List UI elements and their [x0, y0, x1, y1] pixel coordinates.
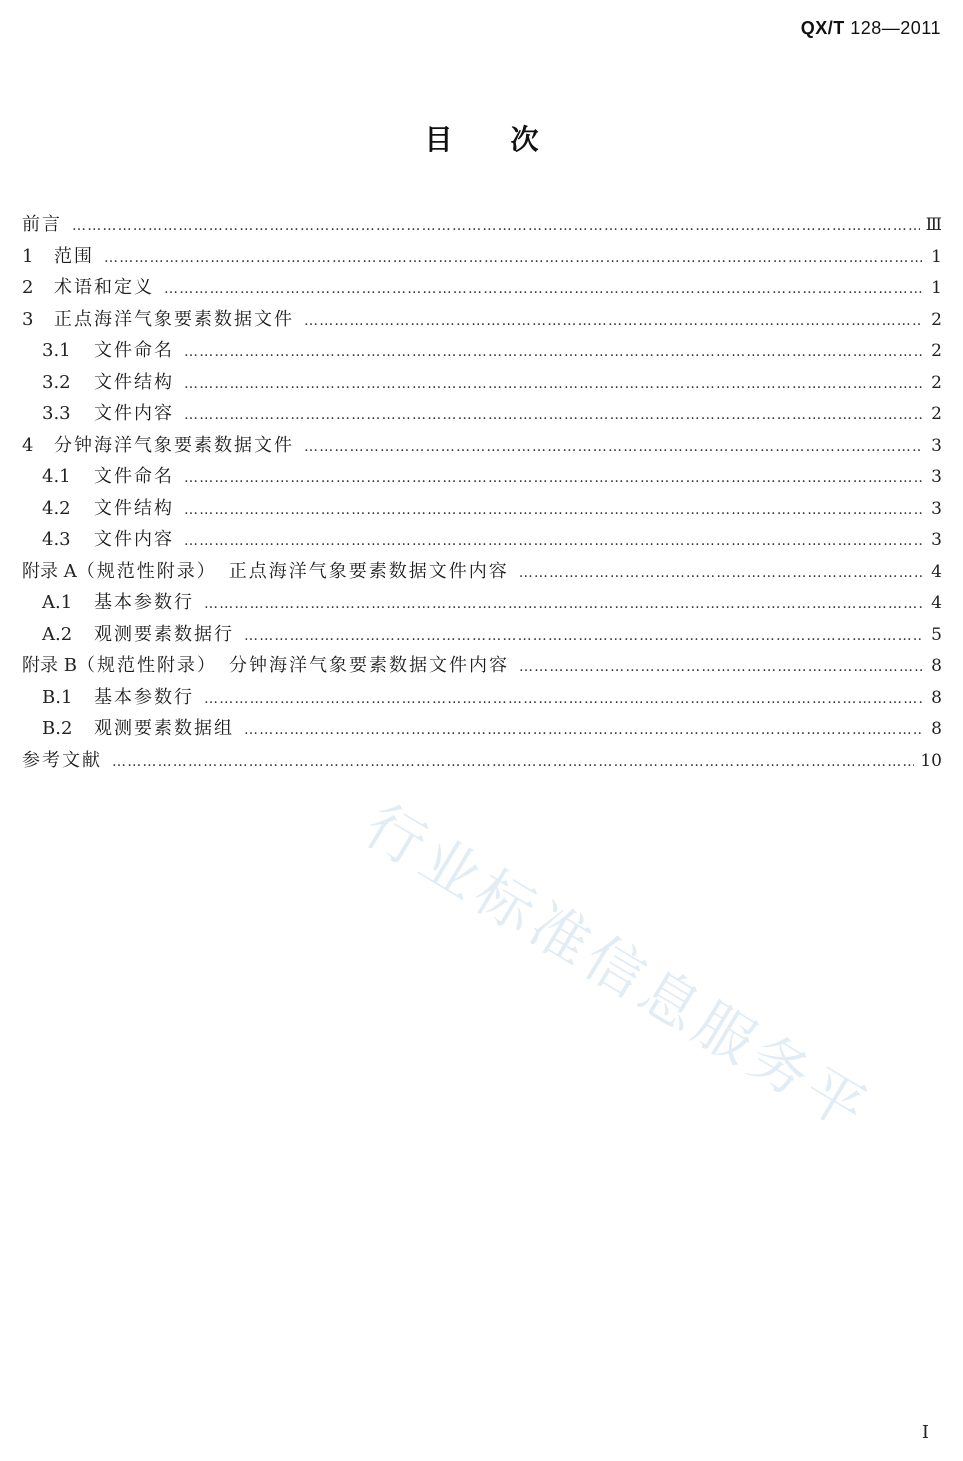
toc-entry-label: 文件命名: [94, 340, 174, 361]
toc-entry[interactable]: [22, 210, 942, 242]
toc-entry-page: 3: [931, 435, 942, 456]
toc-entry[interactable]: [22, 462, 942, 494]
toc-entry-label: 文件内容: [94, 403, 174, 424]
toc-entry[interactable]: [22, 683, 942, 715]
toc-entry-number: 3.2: [42, 371, 71, 393]
toc-entry[interactable]: [22, 494, 942, 526]
toc-entry-number: 2: [22, 277, 34, 298]
toc-entry-label: 文件命名: [94, 466, 174, 487]
toc-entry[interactable]: [22, 336, 942, 368]
standard-prefix: QX/T: [800, 18, 845, 38]
table-of-contents: [22, 210, 942, 777]
toc-entry-page: 2: [931, 404, 942, 424]
toc-dot-leader: [184, 470, 922, 486]
toc-dot-leader: [519, 659, 922, 675]
toc-entry-label: 文件结构: [94, 497, 174, 519]
toc-entry[interactable]: [22, 273, 942, 305]
toc-dot-leader: [519, 565, 922, 581]
page-title: 目次: [424, 123, 597, 156]
toc-dot-leader: [184, 407, 922, 423]
toc-entry-page: 3: [931, 530, 942, 550]
toc-entry[interactable]: [22, 431, 942, 463]
toc-entry-page: 2: [931, 309, 942, 330]
toc-entry-page: 5: [931, 624, 942, 645]
toc-dot-leader: [184, 533, 922, 549]
toc-entry-number: 附录 B: [22, 655, 77, 676]
toc-entry[interactable]: [22, 525, 942, 557]
toc-entry-page: 3: [931, 467, 942, 487]
toc-entry[interactable]: [22, 368, 942, 400]
toc-entry-number: 3: [22, 308, 34, 330]
toc-entry-page: 2: [931, 372, 942, 393]
standard-code: [801, 18, 941, 39]
toc-entry-page: 8: [931, 656, 942, 676]
toc-entry-label: 基本参数行: [94, 686, 194, 708]
toc-entry-number: 附录 A: [22, 560, 77, 582]
toc-entry-number: B.2: [42, 718, 73, 739]
toc-entry[interactable]: [22, 242, 942, 274]
toc-dot-leader: [204, 691, 922, 707]
toc-entry-label: 正点海洋气象要素数据文件: [54, 308, 294, 330]
toc-entry-label: 文件结构: [94, 371, 174, 393]
toc-dot-leader: [244, 628, 922, 644]
toc-entry-page: 3: [931, 498, 942, 519]
toc-entry-number: 3.1: [42, 340, 71, 361]
toc-entry-page: Ⅲ: [925, 215, 942, 235]
toc-entry-page: 8: [931, 719, 942, 739]
toc-entry-number: A.2: [42, 623, 73, 645]
toc-entry-number: A.1: [42, 592, 73, 613]
toc-entry-label: 范围: [54, 245, 94, 267]
toc-entry[interactable]: [22, 399, 942, 431]
toc-dot-leader: [204, 596, 922, 612]
toc-entry-number: 4.2: [42, 497, 71, 519]
toc-entry-page: 4: [931, 593, 942, 613]
toc-entry-label: 观测要素数据组: [94, 718, 234, 739]
toc-dot-leader: [304, 313, 922, 329]
toc-entry[interactable]: [22, 557, 942, 589]
toc-dot-leader: [244, 722, 922, 738]
toc-entry-number: 3.3: [42, 403, 71, 424]
toc-entry[interactable]: [22, 714, 942, 746]
toc-entry-label: 分钟海洋气象要素数据文件: [54, 434, 294, 456]
toc-entry[interactable]: [22, 746, 942, 778]
toc-entry[interactable]: [22, 620, 942, 652]
toc-dot-leader: [104, 250, 922, 266]
watermark: 行业标准信息服务平: [353, 791, 883, 1147]
toc-dot-leader: [184, 376, 922, 392]
toc-entry-number: B.1: [42, 686, 73, 708]
toc-entry[interactable]: [22, 588, 942, 620]
page-number: I: [921, 1422, 929, 1443]
toc-entry-annex-title: 正点海洋气象要素数据文件内容: [228, 560, 509, 582]
toc-entry-label: （规范性附录）: [76, 655, 217, 676]
toc-entry-label: （规范性附录）: [76, 560, 217, 582]
toc-entry-label: 前言: [22, 214, 62, 235]
toc-dot-leader: [164, 281, 922, 297]
toc-dot-leader: [304, 439, 922, 455]
toc-entry-label: 基本参数行: [94, 592, 194, 613]
toc-entry-label: 参考文献: [22, 749, 102, 771]
toc-entry-number: 4.3: [42, 529, 71, 550]
toc-dot-leader: [184, 344, 922, 360]
toc-entry-label: 观测要素数据行: [94, 623, 234, 645]
toc-entry-number: 4: [22, 434, 34, 456]
toc-entry-label: 术语和定义: [54, 277, 154, 298]
toc-entry-label: 文件内容: [94, 529, 174, 550]
toc-entry-page: 1: [931, 278, 942, 298]
toc-entry-page: 10: [920, 750, 942, 771]
standard-number: 128—2011: [850, 18, 941, 38]
toc-entry[interactable]: [22, 651, 942, 683]
toc-entry-page: 8: [931, 687, 942, 708]
toc-dot-leader: [184, 502, 922, 518]
toc-dot-leader: [112, 754, 914, 770]
toc-entry[interactable]: [22, 305, 942, 337]
toc-entry-number: 4.1: [42, 466, 71, 487]
toc-entry-page: 1: [931, 246, 942, 267]
toc-entry-page: 2: [931, 341, 942, 361]
toc-entry-number: 1: [22, 245, 34, 267]
toc-dot-leader: [72, 218, 920, 234]
toc-entry-annex-title: 分钟海洋气象要素数据文件内容: [228, 655, 509, 676]
toc-entry-page: 4: [931, 561, 942, 582]
